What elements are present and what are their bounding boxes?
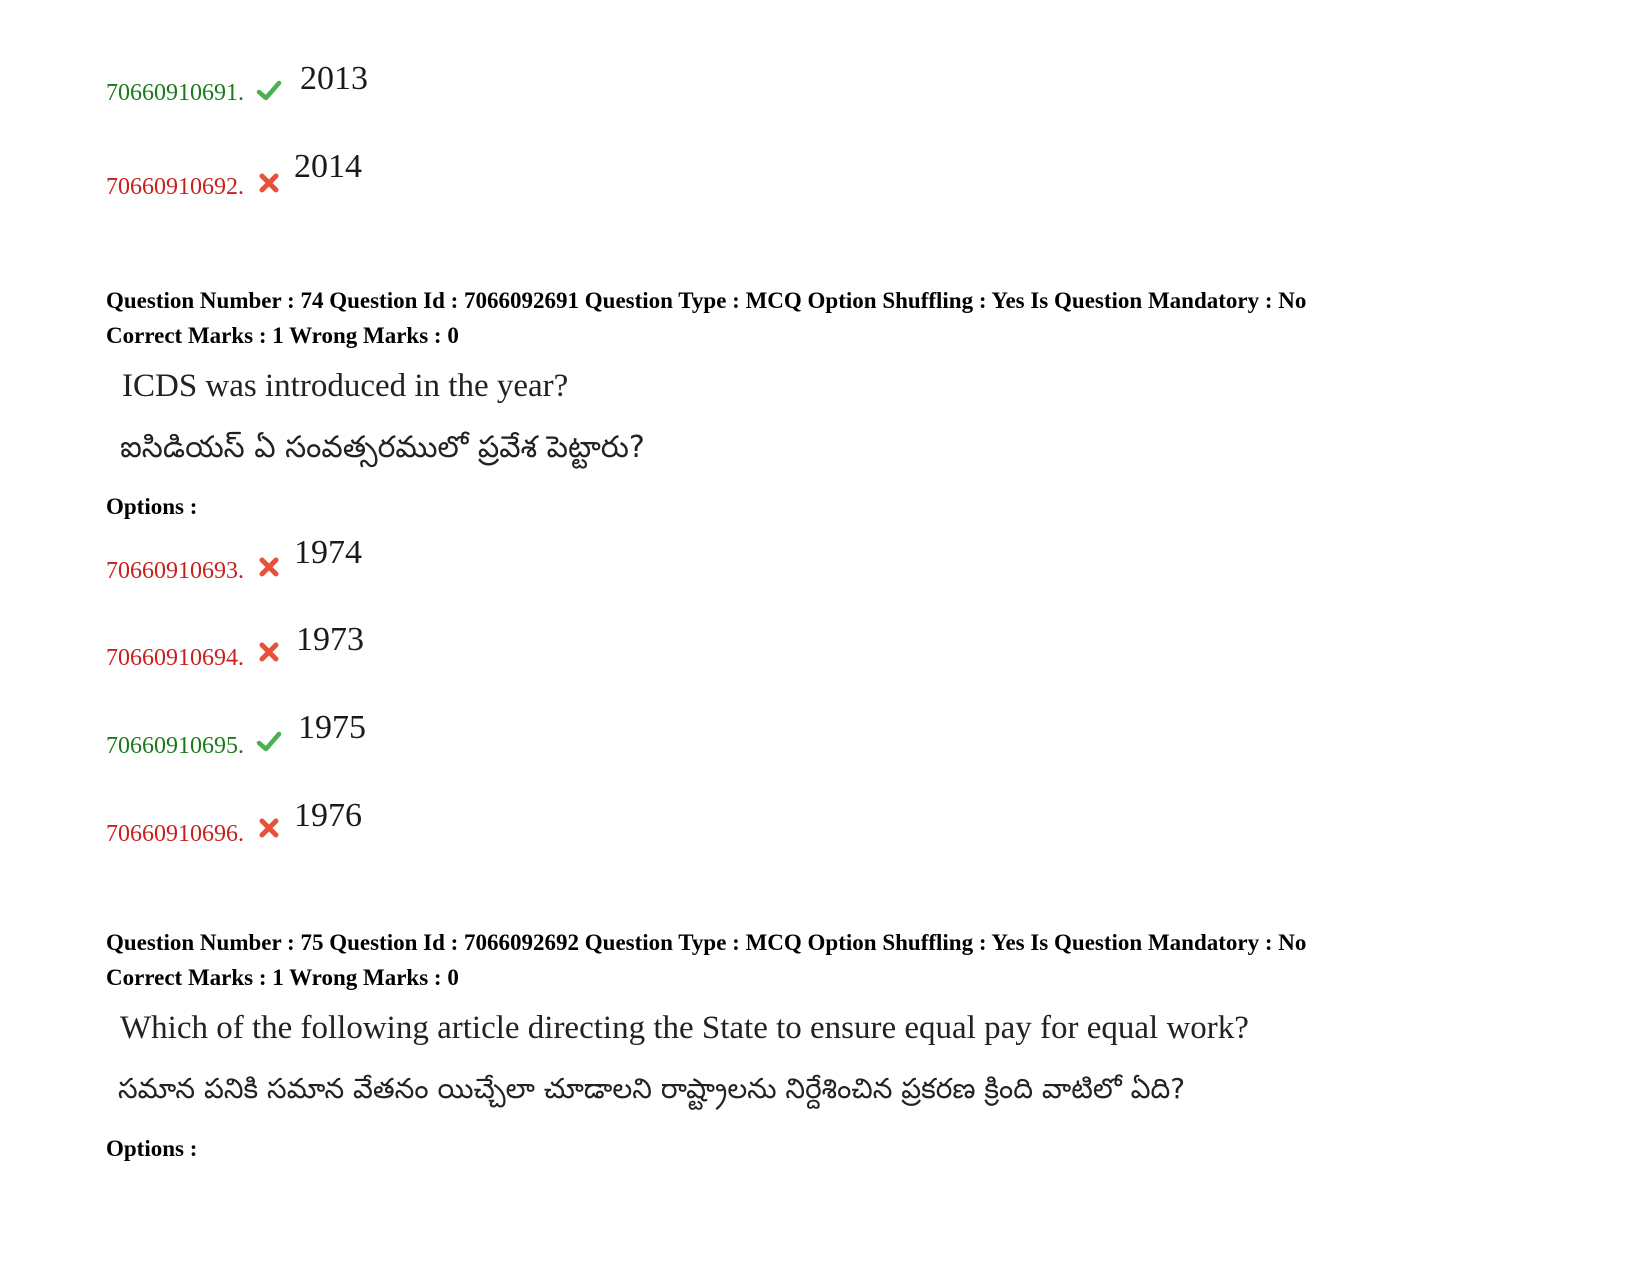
option-value: 1975 (298, 709, 366, 746)
options-label: Options : (106, 1136, 198, 1161)
cross-icon (256, 639, 282, 665)
question-meta-line: Question Number : 75 Question Id : 7066092692 Question Type : MCQ Option Shuffling : Yes Is Question Mandatory : No (106, 930, 1307, 955)
question-text-english: Which of the following article directing the State to ensure equal pay for equal work? (120, 1010, 1249, 1046)
options-label: Options : (106, 494, 198, 519)
option-value: 2014 (294, 148, 362, 185)
option-value: 1973 (296, 621, 364, 658)
question-text-english: ICDS was introduced in the year? (122, 368, 569, 404)
cross-icon (256, 170, 282, 196)
option-id: 70660910693. (106, 558, 244, 584)
option-value: 2013 (300, 60, 368, 97)
question-meta (106, 283, 1306, 353)
option-id: 70660910695. (106, 733, 244, 759)
option-id: 70660910696. (106, 821, 244, 847)
marks-line: Correct Marks : 1 Wrong Marks : 0 (106, 323, 459, 348)
marks-line: Correct Marks : 1 Wrong Marks : 0 (106, 965, 459, 990)
option-id: 70660910691. (106, 80, 244, 106)
question-text-telugu: ఐసిడియస్ ఏ సంవత్సరములో ప్రవేశ పెట్టారు? (120, 430, 645, 465)
option-value: 1976 (294, 797, 362, 834)
question-meta-line: Question Number : 74 Question Id : 7066092691 Question Type : MCQ Option Shuffling : Yes Is Question Mandatory : No (106, 288, 1307, 313)
cross-icon (256, 554, 282, 580)
option-value: 1974 (294, 534, 362, 571)
check-icon (256, 78, 282, 104)
question-meta (106, 925, 1306, 995)
check-icon (256, 729, 282, 755)
question-text-telugu: సమాన పనికి సమాన వేతనం యిచ్చేలా చూడాలని రాష్ట్రాలను నిర్దేశించిన ప్రకరణ క్రింది వాటిలో ఏది? (118, 1072, 1186, 1105)
cross-icon (256, 815, 282, 841)
option-id: 70660910694. (106, 645, 244, 671)
option-id: 70660910692. (106, 174, 244, 200)
